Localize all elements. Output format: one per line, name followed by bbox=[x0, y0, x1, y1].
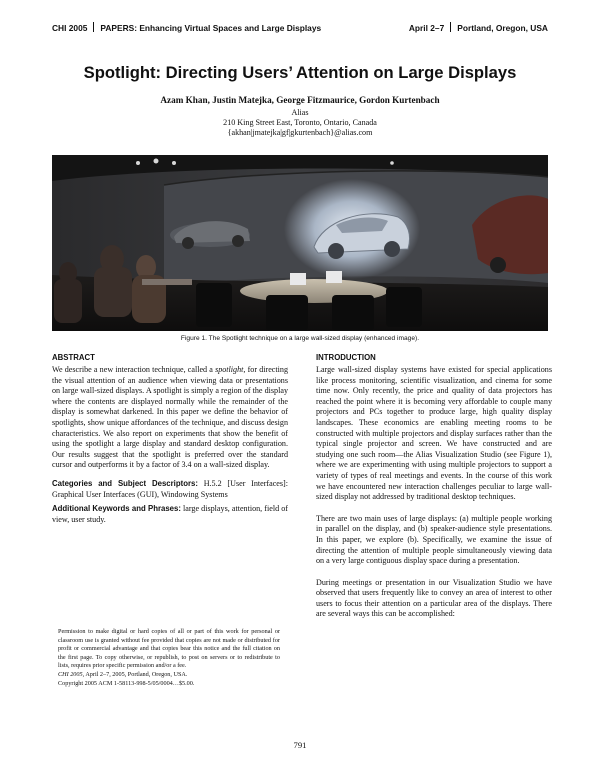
conference-name: CHI 2005 bbox=[52, 23, 88, 33]
abstract-text-part: , for directing the visual attention of an audience when viewing data or presentations on large wall-sized displays. A spotlight is simply a region of the display where the contents are displayed normally while the remainder of the display is somewhat darkened. In this paper we define the behavior of spotlights, show unique affordances of the technique, and discuss design characteristics. We also report on experiments that show the benefit of using the spotlight a large display and standard desktop configuration. Our results suggest that the spotlight is preferred over the standard cursor and outperforms it by a factor of 3.4 on a wall-sized display. bbox=[52, 365, 288, 470]
introduction-paragraph-1: Large wall-sized display systems have existed for special applications like process monitoring, scientific visualization, and cinema for some time now. Only recently, the price and quality of data projectors has reached the point where it is becoming very affordable to couple many projectors and PCs together to produce large, high quality display landscapes. These economics are enabling meeting rooms to be constructed with multiple projectors and display surfaces rather than the typical single projector and screen. We have constructed and are studying one such room—the Alias Visualization Studio (see Figure 1), where we are experimenting with using multiple projectors to support a variety of types of real meetings and events. In the course of this work we have encountered new interaction challenges peculiar to large wall-sized display not addressed by traditional desktop techniques. bbox=[316, 365, 552, 502]
page-number: 791 bbox=[293, 740, 307, 750]
header-separator bbox=[93, 22, 94, 32]
categories-paragraph bbox=[52, 479, 288, 500]
permission-notice: Permission to make digital or hard copies of all or part of this work for personal or classroom use is granted without fee provided that copies are not made or distributed for profit or commercial advantage and that copies bear this notice and the full citation on the first page. To copy otherwise, or republish, to post on servers or to redistribute to lists, requires prior specific permission and/or a fee. bbox=[58, 628, 280, 670]
track-name: PAPERS: Enhancing Virtual Spaces and Large Displays bbox=[100, 23, 322, 33]
abstract-emphasis: spotlight bbox=[215, 365, 244, 374]
venue-line bbox=[58, 671, 280, 680]
categories-text: H.5.2 [User Interfaces]: Graphical User Interfaces (GUI), Windowing Systems bbox=[52, 478, 288, 499]
running-header-right bbox=[409, 22, 548, 36]
figure-1-caption: Figure 1. The Spotlight technique on a large wall-sized display (enhanced image). bbox=[180, 335, 420, 342]
introduction-paragraph-3: During meetings or presentation in our Visualization Studio we have observed that users frequently like to convey an area of interest to other users to focus their attention on a particular area of the displays. There are several ways this can be accomplished: bbox=[316, 577, 552, 619]
affiliation: Alias bbox=[291, 108, 309, 117]
figure-1-illustration bbox=[52, 155, 548, 331]
categories-label: Categories and Subject Descriptors: bbox=[52, 478, 198, 488]
left-column bbox=[52, 353, 288, 525]
side-desk bbox=[142, 279, 192, 285]
figure-1-photo bbox=[52, 155, 548, 331]
right-column bbox=[316, 353, 552, 620]
conference-dates: April 2–7 bbox=[408, 23, 445, 33]
keywords-text: large displays, attention, field of view, user study. bbox=[52, 504, 288, 524]
abstract-heading: ABSTRACT bbox=[52, 353, 95, 362]
introduction-paragraph-2: There are two main uses of large displays: (a) multiple people working in parallel on the display, and (b) speaker-audience style presentations. In this paper, we explore (b). Specifically, we examine the issue of directing the attention of multiple people simultaneously viewing data on a very large contiguous display space during a presentation. bbox=[316, 513, 552, 566]
conference-location: Portland, Oregon, USA bbox=[457, 23, 548, 33]
running-header bbox=[52, 22, 548, 36]
abstract-text bbox=[52, 365, 288, 471]
venue-details: , April 2–7, 2005, Portland, Oregon, USA. bbox=[82, 670, 188, 678]
header-separator bbox=[450, 22, 451, 32]
author-emails: {akhan|jmatejka|gf|gkurtenbach}@alias.com bbox=[227, 128, 373, 137]
introduction-heading: INTRODUCTION bbox=[316, 353, 376, 362]
author-list: Azam Khan, Justin Matejka, George Fitzmaurice, Gordon Kurtenbach bbox=[160, 95, 440, 105]
keywords-label: Additional Keywords and Phrases: bbox=[52, 504, 181, 514]
venue-name: CHI 2005 bbox=[58, 670, 83, 678]
abstract-text-part: We describe a new interaction technique, called a bbox=[52, 365, 216, 374]
copyright-line: Copyright 2005 ACM 1-58113-998-5/05/0004…$5.00. bbox=[58, 679, 195, 687]
keywords-paragraph bbox=[52, 504, 288, 525]
permission-block bbox=[58, 628, 280, 688]
running-header-left bbox=[52, 22, 321, 36]
address: 210 King Street East, Toronto, Ontario, Canada bbox=[223, 118, 377, 127]
paper-title: Spotlight: Directing Users’ Attention on Large Displays bbox=[83, 63, 517, 82]
